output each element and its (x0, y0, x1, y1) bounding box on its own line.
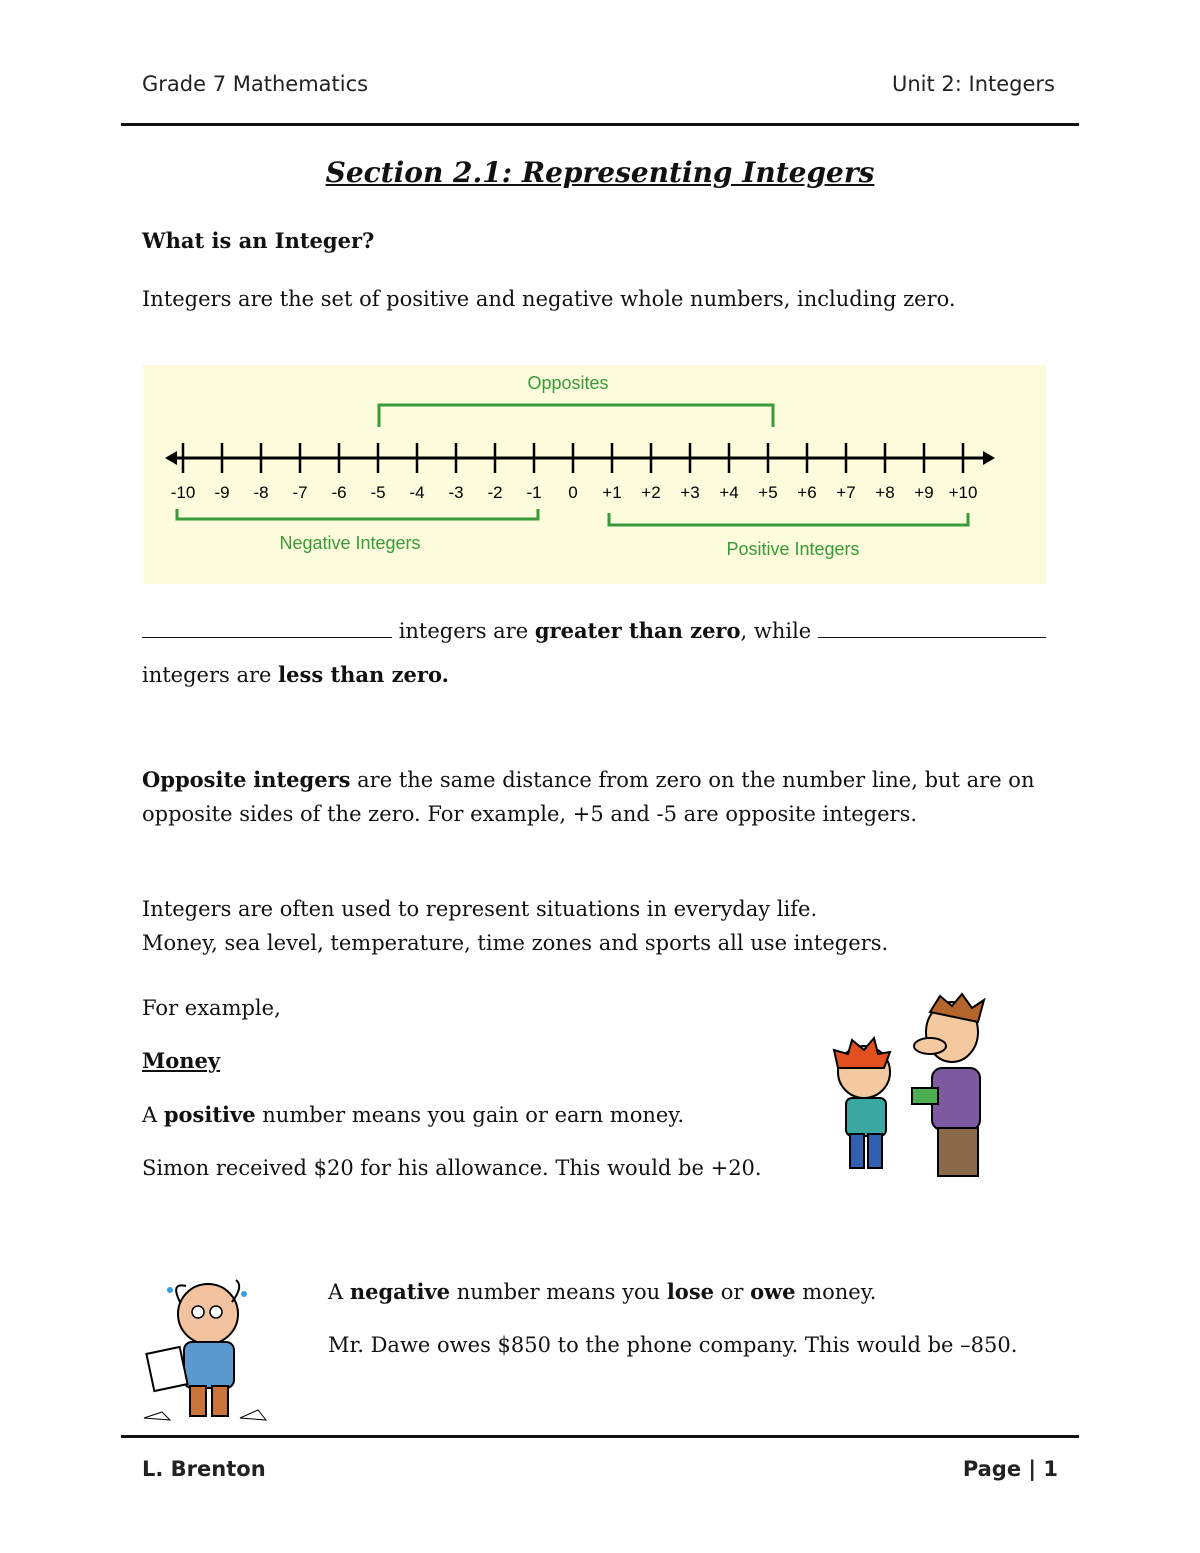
tick-label: -8 (253, 483, 269, 502)
tick-label: -1 (526, 483, 542, 502)
tick-label: -5 (370, 483, 386, 502)
opposite-line-1: Opposite integers are the same distance from zero on the number line, but are on (142, 767, 1035, 792)
positive-label: Positive Integers (726, 539, 860, 559)
tick-label: +3 (680, 483, 700, 502)
tick-label: -10 (170, 483, 196, 502)
tick-label: -9 (214, 483, 230, 502)
for-example: For example, (142, 996, 281, 1020)
fill-in-line-1: integers are greater than zero, while (142, 614, 1046, 648)
tick-label: -3 (448, 483, 464, 502)
positive-money-line: A positive number means you gain or earn money. (142, 1102, 685, 1127)
page-title: Section 2.1: Representing Integers (325, 156, 875, 189)
footer-page: Page | 1 (962, 1457, 1058, 1481)
tick-label: -7 (292, 483, 308, 502)
blank-negative[interactable] (818, 619, 1046, 638)
boy-receiving-money-illustration (812, 990, 1012, 1180)
question-heading: What is an Integer? (142, 228, 375, 253)
opposite-line-2: opposite sides of the zero. For example, +5 and -5 are opposite integers. (142, 802, 918, 826)
worried-man-illustration (140, 1272, 270, 1424)
tick-label: +6 (797, 483, 817, 502)
blank-positive[interactable] (142, 619, 392, 638)
tick-label: +10 (948, 483, 978, 502)
negative-money-example: Mr. Dawe owes $850 to the phone company. This would be –850. (328, 1333, 1018, 1357)
tick-label: +5 (758, 483, 778, 502)
opposites-label: Opposites (527, 373, 609, 393)
negative-bracket (177, 509, 538, 519)
header-divider (121, 123, 1079, 126)
negative-money-line: A negative number means you lose or owe money. (328, 1279, 877, 1304)
tick-label: +7 (836, 483, 856, 502)
footer-divider (121, 1435, 1079, 1438)
tick-label: +4 (719, 483, 739, 502)
right-arrow (983, 451, 995, 465)
opposites-bracket (379, 405, 773, 427)
number-line-figure (143, 365, 1046, 584)
tick-label: +9 (914, 483, 934, 502)
positive-money-example: Simon received $20 for his allowance. This would be +20. (142, 1156, 762, 1180)
header-course: Grade 7 Mathematics (142, 72, 369, 96)
tick-label: 0 (568, 483, 578, 502)
tick-label: -6 (331, 483, 347, 502)
footer-author: L. Brenton (142, 1457, 266, 1481)
everyday-line-1: Integers are often used to represent situations in everyday life. (142, 897, 818, 921)
tick-group (171, 443, 978, 502)
tick-label: +8 (875, 483, 895, 502)
fill-in-line-2: integers are less than zero. (142, 662, 449, 687)
positive-bracket (609, 513, 968, 525)
money-heading: Money (142, 1048, 221, 1073)
tick-label: +1 (602, 483, 622, 502)
header-unit: Unit 2: Integers (891, 72, 1055, 96)
negative-label: Negative Integers (279, 533, 421, 553)
definition-text: Integers are the set of positive and negative whole numbers, including zero. (142, 287, 956, 311)
number-line-svg (143, 365, 1046, 584)
left-arrow (165, 451, 177, 465)
tick-label: +2 (641, 483, 661, 502)
tick-label: -4 (409, 483, 425, 502)
everyday-line-2: Money, sea level, temperature, time zones and sports all use integers. (142, 931, 889, 955)
tick-label: -2 (487, 483, 503, 502)
